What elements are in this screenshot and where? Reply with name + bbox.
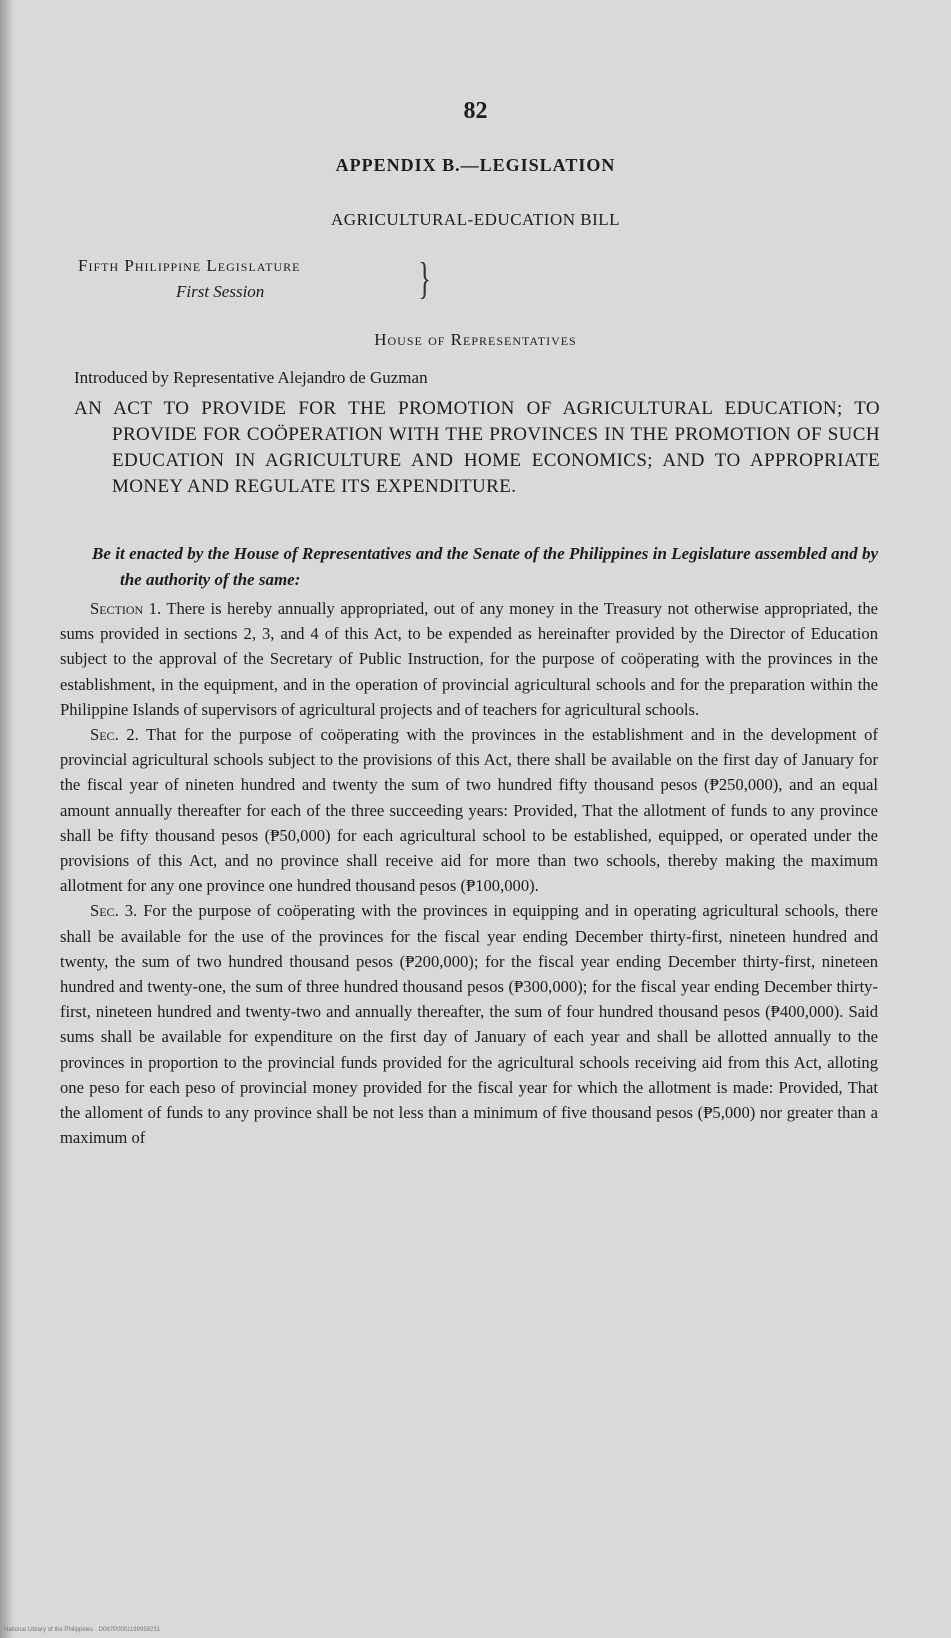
house-heading: House of Representatives: [374, 330, 577, 349]
session-label: First Session: [176, 282, 265, 301]
legislature-label: Fifth Philippine Legislature: [78, 256, 301, 275]
section-lead: Section 1.: [90, 599, 162, 618]
act-title: AN ACT TO PROVIDE FOR THE PROMOTION OF AGRICULTURAL EDUCATION; TO PROVIDE FOR COÖPERATION WITH THE PROVINCES IN THE PROMOTION OF SUCH EDUCATION IN AGRICULTURE AND HOME ECONOMICS; AND TO APPROPRIATE MONEY AND REGULATE ITS EXPENDITURE.: [74, 398, 880, 497]
section-lead: Sec. 2.: [90, 725, 139, 745]
section-text: For the purpose of coöperating with the provinces in equipping and in operating agricultural schools, there shall be available for the use of the provinces for the fiscal year ending December thirty-first, nineteen hundred and twenty, the sum of two hundred thousand pesos (₱200,000); for the fiscal year ending December thirty-first, nineteen hundred and twenty-one, the sum of three hundred thousand pesos (₱300,000); for the fiscal year ending December thirty-first, nineteen hundred and twenty-two and annually thereafter, the sum of four hundred thousand pesos (₱400,000). Said sums shall be available for expenditure on the first day of January of each year and shall be allotted annually to the provinces in proportion to the provincial funds provided for the agricultural schools receiving aid from this Act, alloting one peso for each peso of provincial money provided for the fiscal year for which the allotment is made: Provided, That the alloment of funds to any province shall be not less than a minimum of five thousand pesos (₱5,000) nor greater than a maximum of: [60, 901, 878, 1148]
introduced-by: Introduced by Representative Alejandro de Guzman: [74, 368, 428, 387]
document-body: [60, 596, 878, 1150]
page-number: 82: [463, 98, 488, 124]
appendix-title: APPENDIX B.—LEGISLATION: [335, 155, 616, 175]
section-3: [60, 898, 878, 1150]
section-text: There is hereby annually appropriated, out of any money in the Treasury not otherwise appropriated, the sums provided in sections 2, 3, and 4 of this Act, to be expended as hereinafter provided by the Director of Education subject to the approval of the Secretary of Public Instruction, for the purpose of coöperating with the provinces in the establishment, in the equipment, and in the operation of provincial agricultural schools and for the preparation within the Philippine Islands of supervisors of agricultural projects and of teachers for agricultural schools.: [60, 599, 878, 719]
section-lead: Sec. 3.: [90, 901, 138, 921]
scan-footer: National Library of the Philippines · D087P0001199958231: [4, 1627, 160, 1633]
enacting-clause: Be it enacted by the House of Representatives and the Senate of the Philippines in Legislature assembled and by the authority of the same:: [92, 544, 878, 589]
section-1: [60, 596, 878, 722]
brace-symbol: }: [418, 254, 431, 303]
section-2: [60, 722, 878, 898]
bill-title: AGRICULTURAL-EDUCATION BILL: [330, 210, 621, 229]
page-edge-shadow: [0, 0, 14, 1638]
section-text: That for the purpose of coöperating with the provinces in the establishment and in the development of provincial agricultural schools subject to the provisions of this Act, there shall be available on the first day of January for the fiscal year of nineten hundred and twenty the sum of two hundred fifty thousand pesos (₱250,000), and an equal amount annually thereafter for each of the three succeeding years: Provided, That the allotment of funds to any province shall be fifty thousand pesos (₱50,000) for each agricultural school to be established, equipped, or operated under the provisions of this Act, and no province shall receive aid for more than two schools, thereby making the maximum allotment for any one province one hundred thousand pesos (₱100,000).: [60, 725, 878, 896]
